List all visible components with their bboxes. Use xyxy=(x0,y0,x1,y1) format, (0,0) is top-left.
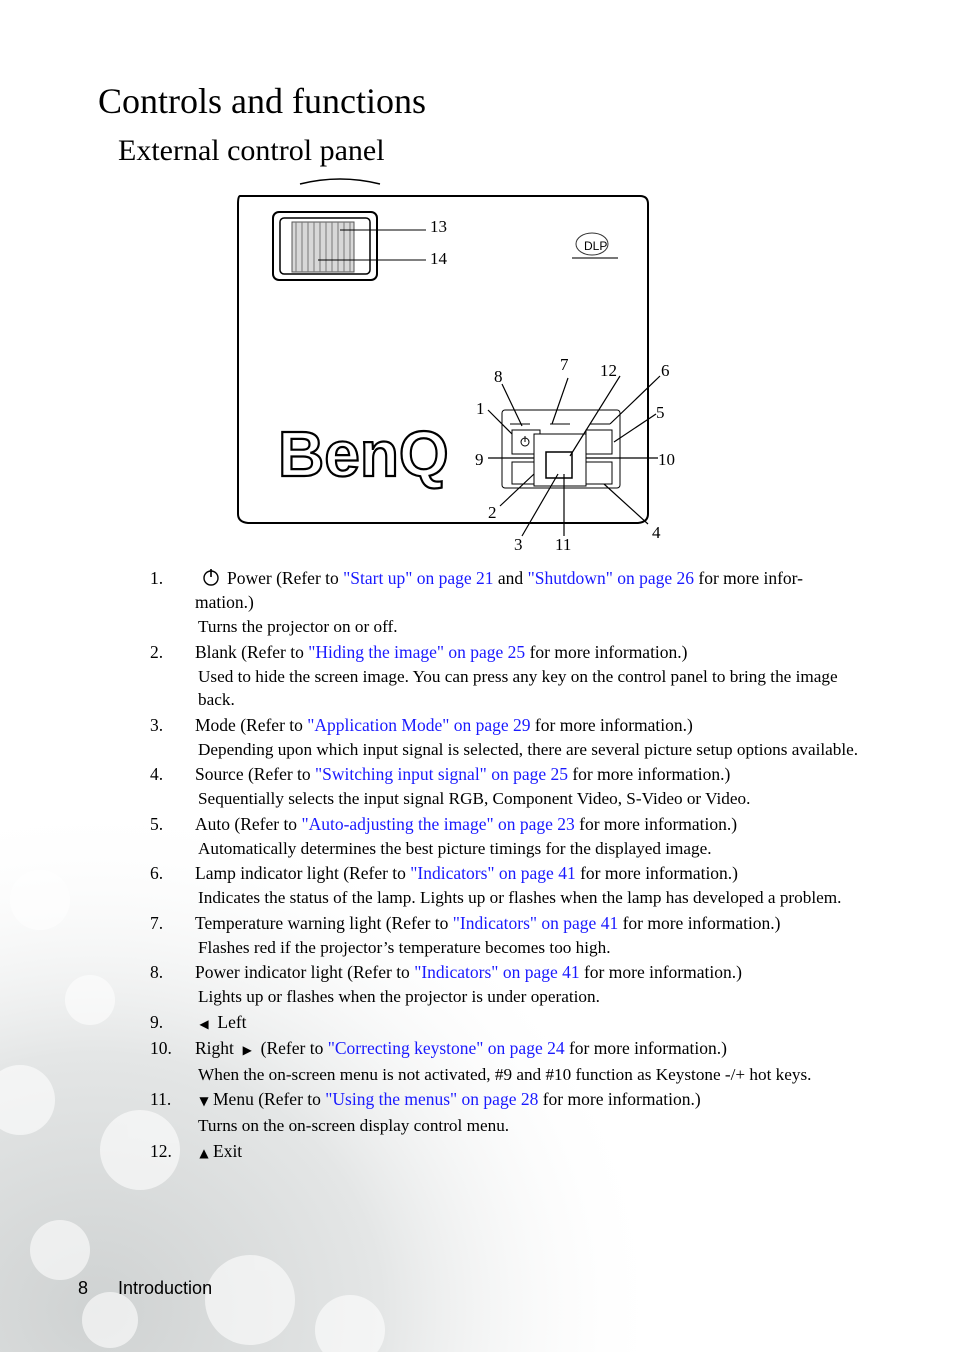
list-item: 6. Lamp indicator light (Refer to "Indicators" on page 41 for more information.) Indicates the status of the lamp. Lights up or flashes when the lamp has developed a problem. xyxy=(150,861,870,910)
list-item: 8. Power indicator light (Refer to "Indicators" on page 41 for more information.) Lights up or flashes when the projector is under operation. xyxy=(150,960,870,1009)
controls-list xyxy=(150,566,870,1165)
footer-section: Introduction xyxy=(118,1278,213,1298)
benq-logo: BenQ xyxy=(278,418,449,490)
page-number: 8 xyxy=(78,1278,89,1298)
link-auto-adjusting[interactable]: "Auto-adjusting the image" on page 23 xyxy=(301,813,575,834)
link-switching-input[interactable]: "Switching input signal" on page 25 xyxy=(315,764,568,784)
item-description: When the on-screen menu is not activated, #9 and #10 function as Keystone -/+ hot keys. xyxy=(198,1064,812,1084)
up-arrow-icon: ▲ xyxy=(199,1145,209,1160)
callout-3: 3 xyxy=(514,535,523,554)
item-number: 11. xyxy=(150,1089,172,1109)
item-number: 6. xyxy=(150,863,164,883)
list-item: 4. Source (Refer to "Switching input signal" on page 25 for more information.) Sequentially selects the input signal RGB, Component Video, S-Video or Video. xyxy=(150,762,870,811)
callout-12: 12 xyxy=(600,361,617,380)
callout-14: 14 xyxy=(430,249,447,268)
link-shutdown[interactable]: "Shutdown" on page 26 xyxy=(527,568,694,588)
page-title: Controls and functions xyxy=(98,81,426,121)
callout-6: 6 xyxy=(661,361,670,380)
list-item: 5. Auto (Refer to "Auto-adjusting the image" on page 23 for more information.) Automatically determines the best picture timings for the displayed image. xyxy=(150,812,870,861)
list-item: 9. ◀ Left xyxy=(150,1010,870,1036)
right-arrow-icon: ▶ xyxy=(242,1042,252,1057)
link-start-up[interactable]: "Start up" on page 21 xyxy=(343,568,494,588)
callout-11: 11 xyxy=(555,535,572,554)
left-arrow-icon: ◀ xyxy=(199,1016,209,1031)
callout-4: 4 xyxy=(652,523,661,542)
callout-1: 1 xyxy=(476,399,485,418)
control-panel-diagram xyxy=(230,178,710,558)
item-number: 12. xyxy=(150,1140,172,1161)
item-description: Indicates the status of the lamp. Lights up or flashes when the lamp has developed a problem. xyxy=(198,888,842,907)
page-footer xyxy=(78,1278,212,1299)
item-description: Lights up or flashes when the projector is under operation. xyxy=(198,987,600,1006)
link-application-mode[interactable]: "Application Mode" on page 29 xyxy=(307,714,531,735)
item-description: Turns on the on-screen display control menu. xyxy=(198,1116,510,1135)
item-number: 4. xyxy=(150,764,164,784)
item-number: 7. xyxy=(150,912,164,933)
list-item: 7. Temperature warning light (Refer to "Indicators" on page 41 for more information.) Flashes red if the projector’s temperature becomes too high. xyxy=(150,911,870,960)
item-description: Flashes red if the projector’s temperature becomes too high. xyxy=(198,937,611,957)
callout-13: 13 xyxy=(430,217,447,236)
item-number: 9. xyxy=(150,1011,164,1032)
list-item: 10. Right ▶ (Refer to "Correcting keystone" on page 24 for more information.) When the on-screen menu is not activated, #9 and #10 function as Keystone -/+ hot keys. xyxy=(150,1036,870,1087)
link-indicators[interactable]: "Indicators" on page 41 xyxy=(414,962,580,982)
list-item: 3. Mode (Refer to "Application Mode" on page 29 for more information.) Depending upon which input signal is selected, there are several picture setup options available. xyxy=(150,713,870,762)
item-description: Automatically determines the best picture timings for the displayed image. xyxy=(198,838,712,858)
item-number: 10. xyxy=(150,1037,172,1058)
item-number: 8. xyxy=(150,962,164,982)
callout-9: 9 xyxy=(475,450,484,469)
link-using-menus[interactable]: "Using the menus" on page 28 xyxy=(325,1089,539,1109)
callout-2: 2 xyxy=(488,503,497,522)
item-description: Depending upon which input signal is selected, there are several picture setup options available. xyxy=(198,739,859,759)
list-item: 11. ▼ Menu (Refer to "Using the menus" on page 28 for more information.) Turns on the on-screen display control menu. xyxy=(150,1087,870,1138)
link-hiding-image[interactable]: "Hiding the image" on page 25 xyxy=(308,641,526,662)
svg-text:DLP: DLP xyxy=(584,239,608,253)
item-description: Turns the projector on or off. xyxy=(198,617,398,636)
item-number: 5. xyxy=(150,813,164,834)
list-item: 2. Blank (Refer to "Hiding the image" on page 25 for more information.) Used to hide the screen image. You can press any key on the control panel to bring the image back. xyxy=(150,640,870,712)
item-number: 2. xyxy=(150,641,164,662)
item-number: 3. xyxy=(150,714,164,735)
power-icon xyxy=(201,567,221,587)
section-title: External control panel xyxy=(118,134,385,167)
item-description: Used to hide the screen image. You can press any key on the control panel to bring the image back. xyxy=(198,666,838,709)
link-correcting-keystone[interactable]: "Correcting keystone" on page 24 xyxy=(327,1037,565,1058)
callout-10: 10 xyxy=(658,450,675,469)
callout-7: 7 xyxy=(560,355,569,374)
callout-5: 5 xyxy=(656,403,665,422)
link-indicators[interactable]: "Indicators" on page 41 xyxy=(410,863,576,883)
list-item: 12. ▲ Exit xyxy=(150,1139,870,1165)
list-item: 1. Power (Refer to "Start up" on page 21 and "Shutdown" on page 26 for more infor- mation.) Turns the projector on or off. xyxy=(150,566,870,639)
item-number: 1. xyxy=(150,568,164,588)
link-indicators[interactable]: "Indicators" on page 41 xyxy=(452,912,619,933)
down-arrow-icon: ▼ xyxy=(199,1094,209,1108)
item-description: Sequentially selects the input signal RGB, Component Video, S-Video or Video. xyxy=(198,789,751,808)
callout-8: 8 xyxy=(494,367,503,386)
